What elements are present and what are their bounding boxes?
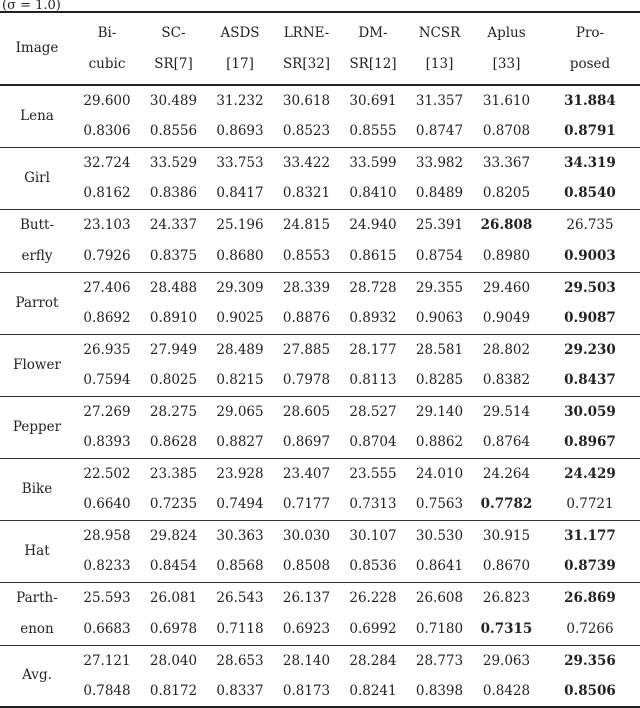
- image-name-line: Bike: [21, 480, 53, 497]
- ssim-value: 0.8306: [83, 123, 131, 140]
- psnr-value: 25.196: [216, 217, 264, 233]
- ssim-value: 0.8910: [149, 310, 198, 327]
- psnr-value: 31.177: [564, 527, 616, 544]
- psnr-value: 33.599: [349, 154, 397, 171]
- image-block: [0, 334, 640, 396]
- psnr-value: 30.059: [564, 403, 616, 420]
- column-header-line: DM-: [358, 24, 388, 41]
- ssim-row: [0, 614, 640, 646]
- psnr-value: 28.581: [415, 341, 464, 358]
- psnr-value: 29.309: [216, 279, 264, 296]
- psnr-value: 26.081: [149, 590, 198, 606]
- image-name-line: Girl: [24, 169, 50, 186]
- psnr-value: 24.815: [282, 217, 331, 233]
- psnr-value: 29.230: [564, 341, 616, 358]
- ssim-value: 0.8697: [282, 434, 331, 451]
- ssim-value: 0.8382: [482, 372, 531, 389]
- psnr-value: 30.618: [282, 93, 331, 109]
- psnr-value: 33.753: [216, 154, 264, 171]
- ssim-row: [0, 551, 640, 582]
- psnr-value: 26.543: [216, 590, 264, 606]
- ssim-value: 0.9087: [564, 310, 616, 327]
- ssim-row: [0, 303, 640, 334]
- ssim-value: 0.7180: [415, 621, 464, 637]
- column-header: [140, 12, 207, 85]
- ssim-value: 0.8393: [83, 434, 131, 451]
- table-caption: (σ = 1.0): [2, 0, 61, 13]
- image-name-line: enon: [20, 620, 54, 637]
- image-name: [0, 209, 74, 272]
- psnr-value: 26.735: [566, 217, 614, 233]
- psnr-value: 30.530: [415, 527, 464, 544]
- ssim-value: 0.8540: [564, 185, 616, 202]
- image-name-line: Lena: [20, 107, 54, 124]
- psnr-value: 31.610: [482, 93, 531, 109]
- ssim-value: 0.9025: [216, 310, 264, 327]
- ssim-value: 0.9063: [415, 310, 464, 327]
- ssim-value: 0.9003: [564, 248, 616, 264]
- ssim-value: 0.8980: [482, 248, 531, 264]
- ssim-value: 0.7315: [480, 621, 533, 637]
- ssim-value: 0.8523: [282, 123, 331, 140]
- ssim-value: 0.8172: [149, 683, 198, 699]
- ssim-value: 0.8321: [282, 185, 331, 202]
- ssim-value: 0.6992: [349, 621, 397, 637]
- psnr-row: [0, 582, 640, 614]
- column-header-line: Image: [15, 40, 59, 56]
- psnr-row: [0, 272, 640, 303]
- ssim-value: 0.8556: [149, 123, 198, 140]
- ssim-value: 0.7118: [216, 621, 264, 637]
- psnr-value: 28.773: [415, 652, 464, 669]
- ssim-value: 0.7926: [83, 248, 131, 264]
- psnr-value: 29.140: [415, 403, 464, 420]
- image-name: [0, 645, 74, 707]
- ssim-value: 0.8967: [564, 434, 616, 451]
- image-name: [0, 272, 74, 334]
- column-header: [74, 12, 140, 85]
- column-header-line: LRNE-: [283, 24, 330, 41]
- ssim-value: 0.8428: [482, 683, 531, 699]
- psnr-value: 29.824: [149, 527, 198, 544]
- psnr-value: 23.385: [149, 465, 198, 482]
- ssim-value: 0.8876: [282, 310, 331, 327]
- ssim-value: 0.8764: [482, 434, 531, 451]
- psnr-value: 26.823: [482, 590, 531, 606]
- psnr-value: 26.228: [349, 590, 397, 606]
- column-header-line: SR[32]: [282, 55, 331, 72]
- psnr-value: 24.010: [415, 465, 464, 482]
- psnr-row: [0, 396, 640, 427]
- ssim-value: 0.8739: [564, 558, 616, 575]
- psnr-value: 27.885: [282, 341, 331, 358]
- psnr-value: 28.958: [83, 527, 131, 544]
- psnr-row: [0, 458, 640, 489]
- psnr-value: 30.030: [282, 527, 331, 544]
- ssim-value: 0.8704: [349, 434, 397, 451]
- psnr-value: 27.406: [83, 279, 131, 296]
- column-header: [473, 12, 540, 85]
- psnr-value: 29.063: [482, 652, 531, 669]
- ssim-value: 0.7235: [149, 496, 198, 513]
- ssim-row: [0, 116, 640, 147]
- psnr-value: 28.040: [149, 652, 198, 669]
- psnr-value: 23.407: [282, 465, 331, 482]
- psnr-value: 28.140: [282, 652, 331, 669]
- psnr-value: 33.982: [415, 154, 464, 171]
- ssim-value: 0.8417: [216, 185, 264, 202]
- column-header-line: ASDS: [220, 24, 260, 41]
- psnr-value: 33.367: [482, 154, 531, 171]
- psnr-row: [0, 85, 640, 116]
- ssim-value: 0.8641: [415, 558, 464, 575]
- ssim-value: 0.8791: [564, 123, 616, 140]
- ssim-value: 0.8285: [415, 372, 464, 389]
- ssim-value: 0.9049: [482, 310, 531, 327]
- ssim-value: 0.8692: [83, 310, 131, 327]
- ssim-value: 0.8628: [149, 434, 198, 451]
- column-header: [273, 12, 340, 85]
- image-name-line: Hat: [24, 542, 50, 559]
- image-name-line: Parth-: [16, 589, 58, 606]
- ssim-value: 0.7782: [480, 496, 533, 513]
- psnr-value: 25.391: [415, 217, 464, 233]
- ssim-value: 0.8670: [482, 558, 531, 575]
- ssim-value: 0.8025: [149, 372, 198, 389]
- column-header-line: [17]: [226, 55, 254, 72]
- psnr-row: [0, 520, 640, 551]
- psnr-value: 28.605: [282, 403, 331, 420]
- psnr-value: 23.928: [216, 465, 264, 482]
- ssim-value: 0.8113: [349, 372, 397, 389]
- psnr-value: 23.103: [83, 217, 131, 233]
- ssim-value: 0.8615: [349, 248, 397, 264]
- ssim-value: 0.8555: [349, 123, 397, 140]
- ssim-value: 0.8708: [482, 123, 531, 140]
- psnr-value: 30.489: [149, 93, 198, 109]
- image-block: [0, 209, 640, 272]
- psnr-value: 26.137: [282, 590, 331, 606]
- ssim-value: 0.8553: [282, 248, 331, 264]
- psnr-value: 29.356: [564, 652, 616, 669]
- image-name: [0, 85, 74, 147]
- image-name: [0, 147, 74, 209]
- ssim-row: [0, 241, 640, 273]
- ssim-value: 0.7313: [349, 496, 397, 513]
- psnr-value: 28.177: [349, 341, 397, 358]
- ssim-row: [0, 489, 640, 520]
- ssim-value: 0.7848: [83, 683, 131, 699]
- image-name-line: Flower: [13, 356, 61, 373]
- column-header-line: [33]: [492, 55, 521, 72]
- psnr-value: 26.869: [564, 590, 616, 606]
- ssim-value: 0.6683: [83, 621, 131, 637]
- ssim-value: 0.7177: [282, 496, 331, 513]
- ssim-value: 0.7978: [282, 372, 331, 389]
- ssim-value: 0.6978: [149, 621, 198, 637]
- psnr-value: 34.319: [564, 154, 616, 171]
- column-header-line: posed: [569, 55, 611, 72]
- ssim-value: 0.8233: [83, 558, 131, 575]
- column-header-line: SR[12]: [349, 55, 397, 72]
- ssim-value: 0.8747: [415, 123, 464, 140]
- image-name-line: erfly: [21, 247, 53, 264]
- psnr-value: 24.429: [564, 465, 616, 482]
- psnr-value: 28.489: [216, 341, 264, 358]
- ssim-value: 0.8375: [149, 248, 198, 264]
- psnr-value: 29.460: [482, 279, 531, 296]
- psnr-value: 28.339: [282, 279, 331, 296]
- ssim-value: 0.8386: [149, 185, 198, 202]
- ssim-value: 0.8536: [349, 558, 397, 575]
- ssim-row: [0, 365, 640, 396]
- ssim-value: 0.8489: [415, 185, 464, 202]
- column-header: [340, 12, 406, 85]
- psnr-value: 31.232: [216, 93, 264, 109]
- psnr-value: 32.724: [83, 154, 131, 171]
- image-name: [0, 520, 74, 582]
- image-block: [0, 520, 640, 582]
- psnr-value: 26.608: [415, 590, 464, 606]
- image-block: [0, 396, 640, 458]
- image-block: [0, 582, 640, 645]
- ssim-value: 0.8241: [349, 683, 397, 699]
- image-name-line: Butt-: [19, 216, 55, 233]
- psnr-value: 24.264: [482, 465, 531, 482]
- psnr-value: 29.503: [564, 279, 616, 296]
- ssim-value: 0.6640: [83, 496, 131, 513]
- ssim-value: 0.8680: [216, 248, 264, 264]
- image-block: [0, 458, 640, 520]
- ssim-value: 0.8205: [482, 185, 531, 202]
- psnr-value: 28.728: [349, 279, 397, 296]
- psnr-row: [0, 645, 640, 676]
- psnr-value: 25.593: [83, 590, 131, 606]
- image-name: [0, 458, 74, 520]
- psnr-value: 29.355: [415, 279, 464, 296]
- psnr-value: 29.065: [216, 403, 264, 420]
- psnr-value: 28.275: [149, 403, 198, 420]
- psnr-value: 31.884: [564, 93, 616, 109]
- column-header-line: cubic: [88, 55, 126, 72]
- image-name: [0, 396, 74, 458]
- ssim-value: 0.8754: [415, 248, 464, 264]
- results-table: [0, 11, 640, 708]
- psnr-value: 28.802: [482, 341, 531, 358]
- psnr-row: [0, 147, 640, 178]
- ssim-value: 0.8410: [349, 185, 397, 202]
- psnr-value: 28.488: [149, 279, 198, 296]
- ssim-value: 0.8437: [564, 372, 616, 389]
- ssim-value: 0.7266: [566, 621, 614, 637]
- psnr-row: [0, 334, 640, 365]
- psnr-value: 29.600: [83, 93, 131, 109]
- ssim-value: 0.8932: [349, 310, 397, 327]
- ssim-value: 0.8508: [282, 558, 331, 575]
- psnr-value: 24.337: [149, 217, 198, 233]
- column-header: [0, 12, 74, 85]
- ssim-value: 0.8173: [282, 683, 331, 699]
- column-header-line: SR[7]: [154, 55, 193, 72]
- psnr-value: 31.357: [415, 93, 464, 109]
- image-block: [0, 147, 640, 209]
- psnr-value: 27.269: [83, 403, 131, 420]
- column-header-line: Pro-: [575, 24, 605, 41]
- image-name-line: Avg.: [22, 667, 52, 684]
- psnr-value: 30.107: [349, 527, 397, 544]
- psnr-value: 22.502: [83, 465, 131, 482]
- image-name: [0, 334, 74, 396]
- column-header-line: Bi-: [97, 24, 117, 41]
- ssim-value: 0.8162: [83, 185, 131, 202]
- column-header-line: NCSR: [418, 24, 461, 41]
- column-header: [207, 12, 273, 85]
- image-block: [0, 645, 640, 707]
- psnr-value: 26.935: [83, 341, 131, 358]
- ssim-value: 0.8337: [216, 683, 264, 699]
- psnr-value: 28.284: [349, 652, 397, 669]
- ssim-value: 0.7721: [566, 496, 614, 513]
- image-name-line: Parrot: [15, 294, 59, 311]
- psnr-value: 23.555: [349, 465, 397, 482]
- ssim-value: 0.8506: [564, 683, 616, 699]
- psnr-value: 30.691: [349, 93, 397, 109]
- ssim-value: 0.7563: [415, 496, 464, 513]
- psnr-value: 27.949: [149, 341, 198, 358]
- image-name: [0, 582, 74, 645]
- psnr-value: 33.529: [149, 154, 198, 171]
- psnr-value: 26.808: [480, 217, 533, 233]
- psnr-value: 30.363: [216, 527, 264, 544]
- psnr-value: 24.940: [349, 217, 397, 233]
- ssim-row: [0, 427, 640, 458]
- column-header-line: [13]: [425, 55, 454, 72]
- image-block: [0, 272, 640, 334]
- psnr-value: 28.527: [349, 403, 397, 420]
- ssim-value: 0.8862: [415, 434, 464, 451]
- ssim-value: 0.8398: [415, 683, 464, 699]
- column-header: [406, 12, 473, 85]
- column-header-line: SC-: [161, 24, 186, 41]
- table-header: [0, 12, 640, 85]
- ssim-value: 0.8693: [216, 123, 264, 140]
- column-header-line: Aplus: [487, 24, 526, 41]
- column-header: [540, 12, 640, 85]
- ssim-value: 0.6923: [282, 621, 331, 637]
- psnr-value: 27.121: [83, 652, 131, 669]
- psnr-value: 33.422: [282, 154, 331, 171]
- image-name-line: Pepper: [12, 418, 62, 435]
- ssim-value: 0.8827: [216, 434, 264, 451]
- ssim-value: 0.7494: [216, 496, 264, 513]
- ssim-value: 0.7594: [83, 372, 131, 389]
- ssim-value: 0.8215: [216, 372, 264, 389]
- ssim-value: 0.8454: [149, 558, 198, 575]
- ssim-value: 0.8568: [216, 558, 264, 575]
- psnr-value: 28.653: [216, 652, 264, 669]
- ssim-row: [0, 676, 640, 707]
- psnr-value: 29.514: [482, 403, 531, 420]
- psnr-value: 30.915: [482, 527, 531, 544]
- image-block: [0, 85, 640, 147]
- psnr-row: [0, 209, 640, 241]
- ssim-row: [0, 178, 640, 209]
